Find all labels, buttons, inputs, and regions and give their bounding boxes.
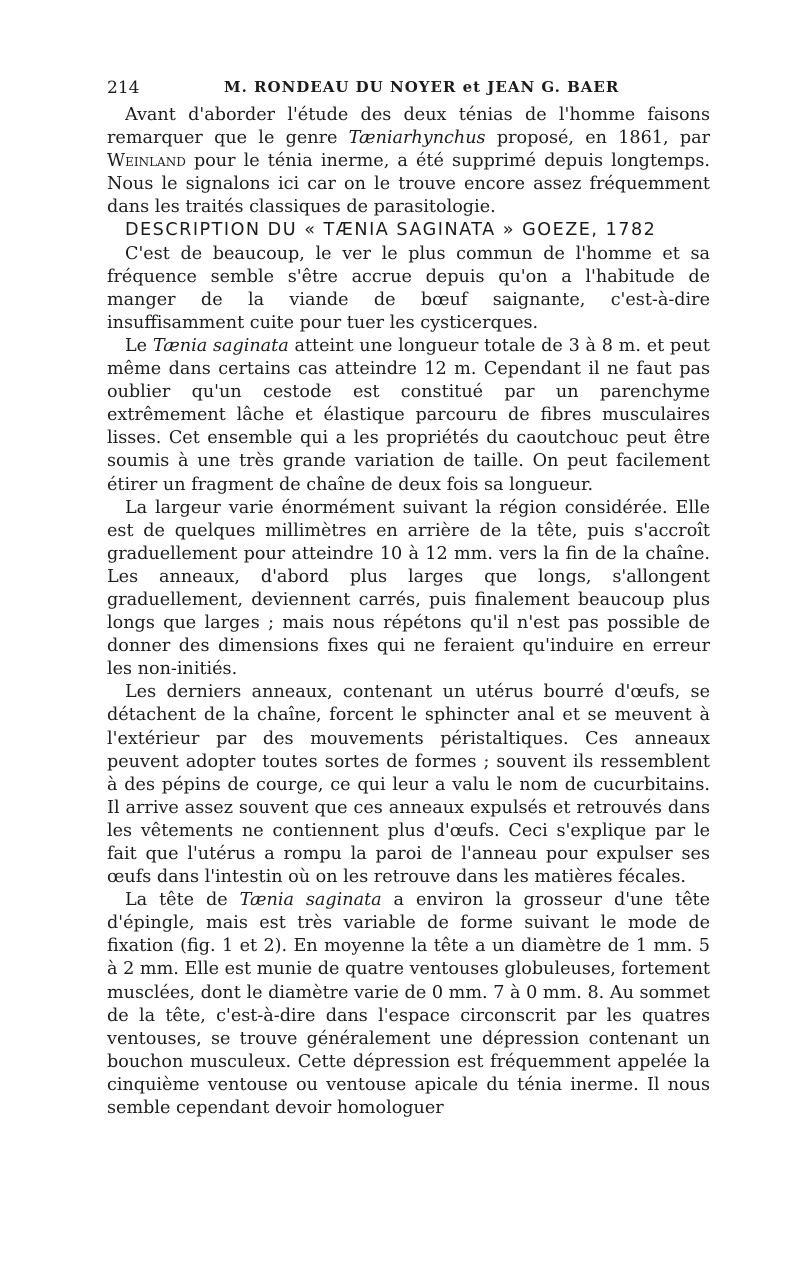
author-name: Weinland — [107, 151, 186, 172]
paragraph-1: C'est de beaucoup, le ver le plus commun de l'homme et sa fréquence semble s'être accrue depuis qu'on a l'habitude de manger de la viande de bœuf saignante, c'est-à-dire insuffisamment cuite pour tuer les cysticerques. — [107, 243, 710, 333]
genus-name: Tæniarhynchus — [348, 128, 486, 149]
intro-paragraph — [107, 104, 710, 219]
paragraph-2: Le Tænia saginata atteint une longueur totale de 3 à 8 m. et peut même dans certains cas atteindre 12 m. Cependant il ne faut pas oublier qu'un cestode est constitué par un parenchyme extrêmement lâche et élastique parcouru de fibres musculaires lisses. Cet ensemble qui a les propriétés du caoutchouc peut être soumis à une très grande variation de taille. On peut facilement étirer un fragment de chaîne de deux fois sa longueur. — [107, 335, 710, 495]
page-header — [107, 78, 710, 104]
paragraph-3: La largeur varie énormément suivant la région considérée. Elle est de quelques millimètres en arrière de la tête, puis s'accroît graduellement pour atteindre 10 à 12 mm. vers la fin de la chaîne. Les anneaux, d'abord plus larges que longs, s'allongent graduellement, deviennent carrés, puis finalement beaucoup plus longs que larges ; mais nous répétons qu'il n'est pas possible de donner des dimensions fixes qui ne feraient qu'induire en erreur les non-initiés. — [107, 497, 710, 680]
paragraph-5 — [107, 889, 710, 1120]
species-name: Tænia saginata — [239, 890, 382, 911]
section-heading: DESCRIPTION DU « TÆNIA SAGINATA » GOEZE, 1782 — [125, 220, 657, 241]
intro-text-2: proposé, en 1861, par — [485, 128, 710, 149]
paragraph-2-text: atteint une longueur totale de 3 à 8 m. et peut même dans certains cas atteindre 12 m. Cependant il ne faut pas oublier qu'un cestode est constitué par un parenchyme extrêmement lâche et élastique parcouru de fibres musculaires lisses. Cet ensemble qui a les propriétés du caoutchouc peut être soumis à une très grande variation de taille. On peut facilement étirer un fragment de chaîne de deux fois sa longueur. — [107, 335, 710, 495]
body-text — [107, 104, 710, 1120]
paragraph-5-text: a environ la grosseur d'une tête d'épingle, mais est très variable de forme suivant le mode de fixation (fig. 1 et 2). En moyenne la tête a un diamètre de 1 mm. 5 à 2 mm. Elle est munie de quatre ventouses globuleuses, fortement musclées, dont le diamètre varie de 0 mm. 7 à 0 mm. 8. Au sommet de la tête, c'est-à-dire dans l'espace circonscrit par les quatres ventouses, se trouve généralement une dépression contenant un bouchon musculeux. Cette dépression est fréquemment appelée la cinquième ventouse ou ventouse apicale du ténia inerme. Il nous semble cependant devoir homologuer — [107, 890, 711, 1119]
intro-text-1: Avant d'aborder l'étude des deux ténias de l'homme faisons remarquer que le genre — [107, 105, 710, 149]
species-name: Tænia saginata — [152, 335, 289, 356]
paragraph-4: Les derniers anneaux, contenant un utérus bourré d'œufs, se détachent de la chaîne, forcent le sphincter anal et se meuvent à l'extérieur par des mouvements péristaltiques. Ces anneaux peuvent adopter toutes sortes de formes ; souvent ils ressemblent à des pépins de courge, ce qui leur a valu le nom de cucurbitains. Il arrive assez souvent que ces anneaux expulsés et retrouvés dans les vêtements ne contiennent plus d'œufs. Ceci s'explique par le fait que l'utérus a rompu la paroi de l'anneau pour expulser ses œufs dans l'intestin où on les retrouve dans les matières fécales. — [107, 682, 710, 888]
running-title: M. RONDEAU DU NOYER et JEAN G. BAER — [224, 78, 620, 96]
document-page — [107, 78, 710, 1120]
page-number: 214 — [107, 78, 140, 98]
paragraph-5-lead: La tête de — [125, 890, 240, 911]
intro-text-3: pour le ténia inerme, a été supprimé depuis longtemps. Nous le signalons ici car on le trouve encore assez fréquemment dans les traités classiques de parasitologie. — [107, 151, 710, 218]
